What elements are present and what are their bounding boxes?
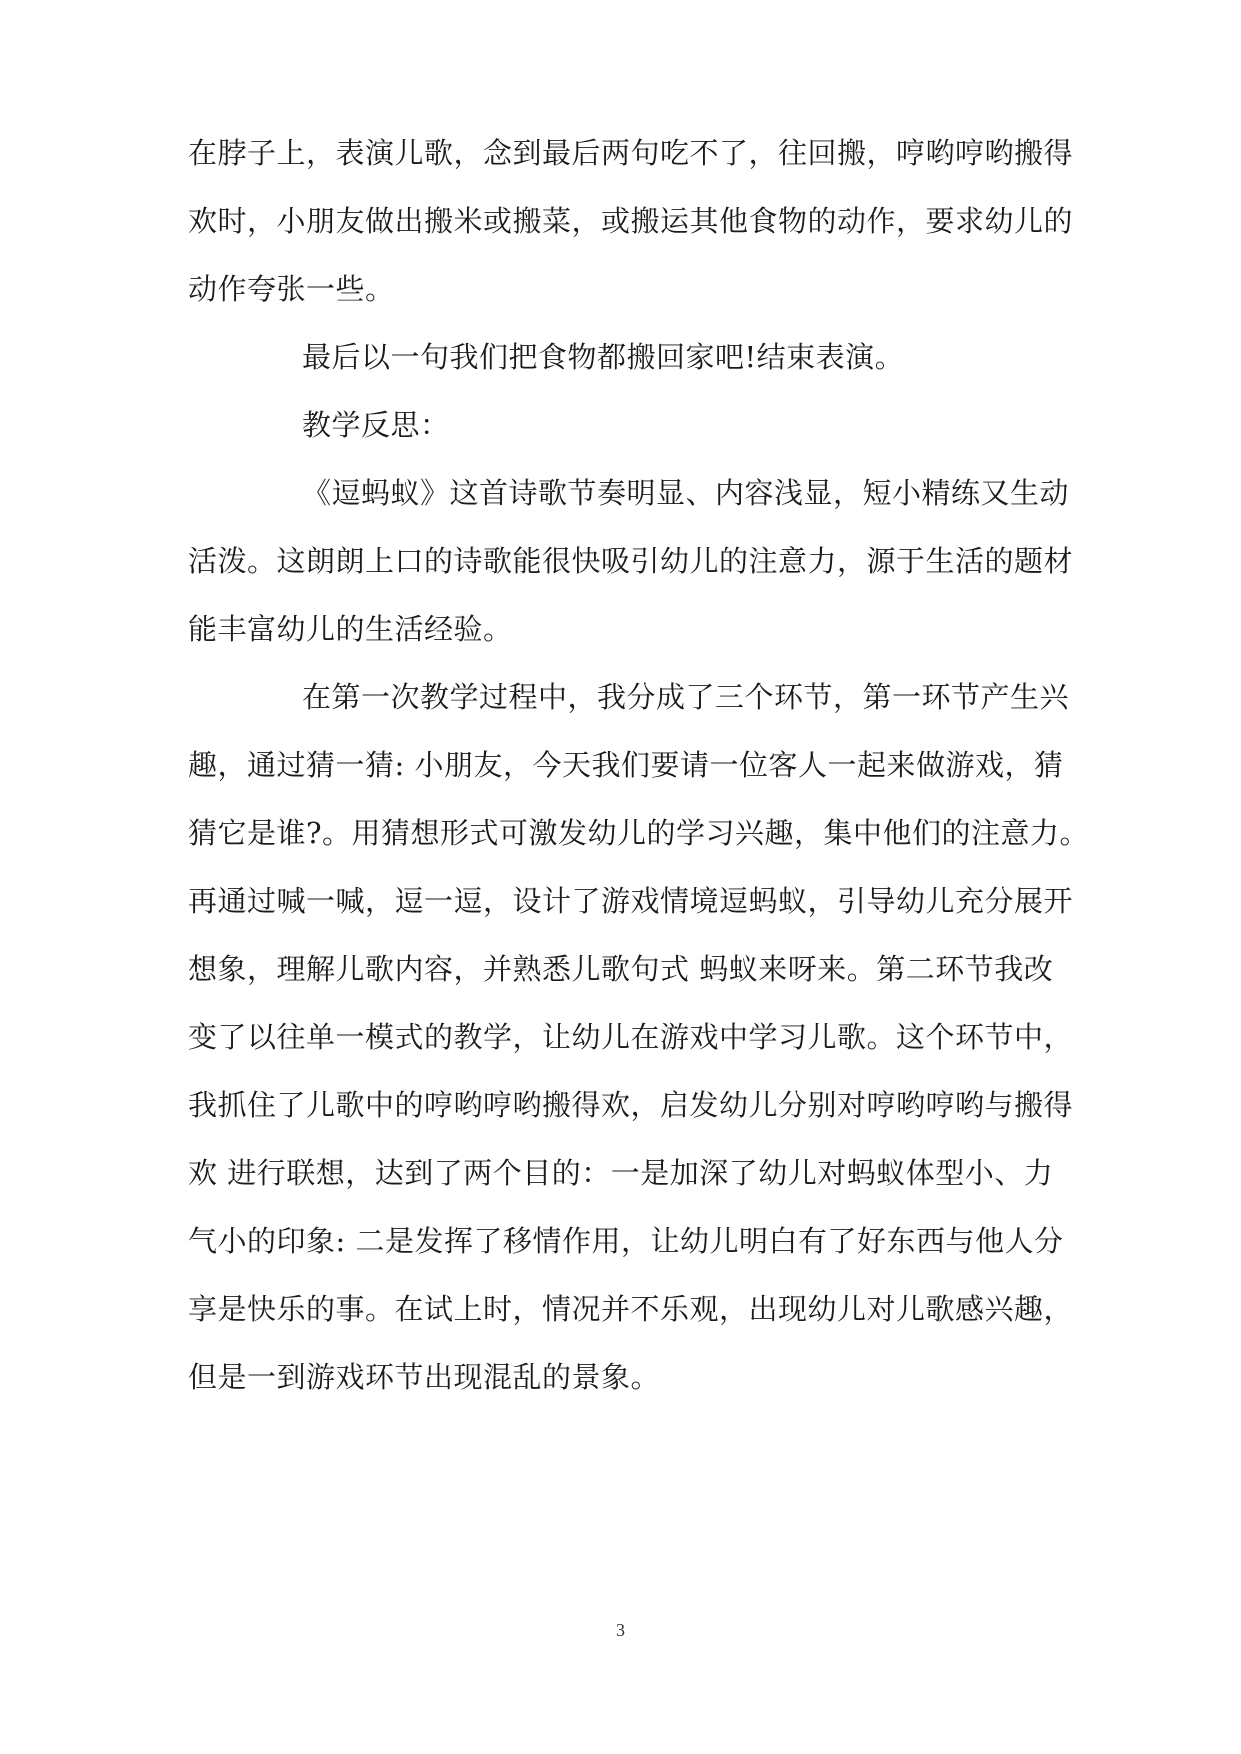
paragraph-line: 我抓住了儿歌中的哼哟哼哟搬得欢，启发幼儿分别对哼哟哼哟与搬得 xyxy=(188,1088,1074,1122)
paragraph-line: 最后以一句我们把食物都搬回家吧!结束表演。 xyxy=(302,340,905,374)
paragraph-line: 欢时，小朋友做出搬米或搬菜，或搬运其他食物的动作，要求幼儿的 xyxy=(188,204,1074,238)
paragraph-line: 变了以往单一模式的教学，让幼儿在游戏中学习儿歌。这个环节中， xyxy=(188,1020,1074,1054)
paragraph-line: 在第一次教学过程中，我分成了三个环节，第一环节产生兴 xyxy=(302,680,1070,714)
paragraph-line: 气小的印象: 二是发挥了移情作用，让幼儿明白有了好东西与他人分 xyxy=(188,1224,1064,1258)
paragraph-line: 欢 进行联想，达到了两个目的：一是加深了幼儿对蚂蚁体型小、力 xyxy=(188,1156,1054,1190)
paragraph-line: 再通过喊一喊，逗一逗，设计了游戏情境逗蚂蚁，引导幼儿充分展开 xyxy=(188,884,1074,918)
paragraph-line: 趣，通过猜一猜: 小朋友，今天我们要请一位客人一起来做游戏，猜 xyxy=(188,748,1064,782)
paragraph-line: 活泼。这朗朗上口的诗歌能很快吸引幼儿的注意力，源于生活的题材 xyxy=(188,544,1074,578)
page-number: 3 xyxy=(616,1620,625,1640)
paragraph-line: 猜它是谁?。用猜想形式可激发幼儿的学习兴趣，集中他们的注意力。 xyxy=(188,816,1090,850)
section-heading: 教学反思： xyxy=(302,408,450,442)
paragraph-line: 想象，理解儿歌内容，并熟悉儿歌句式 蚂蚁来呀来。第二环节我改 xyxy=(188,952,1054,986)
paragraph-line: 能丰富幼儿的生活经验。 xyxy=(188,612,513,646)
paragraph-line: 《逗蚂蚁》这首诗歌节奏明显、内容浅显，短小精练又生动 xyxy=(302,476,1070,510)
paragraph-line: 动作夸张一些。 xyxy=(188,272,395,306)
paragraph-line: 但是一到游戏环节出现混乱的景象。 xyxy=(188,1360,661,1394)
paragraph-line: 在脖子上，表演儿歌，念到最后两句吃不了，往回搬，哼哟哼哟搬得 xyxy=(188,136,1074,170)
paragraph-line: 享是快乐的事。在试上时，情况并不乐观，出现幼儿对儿歌感兴趣， xyxy=(188,1292,1074,1326)
